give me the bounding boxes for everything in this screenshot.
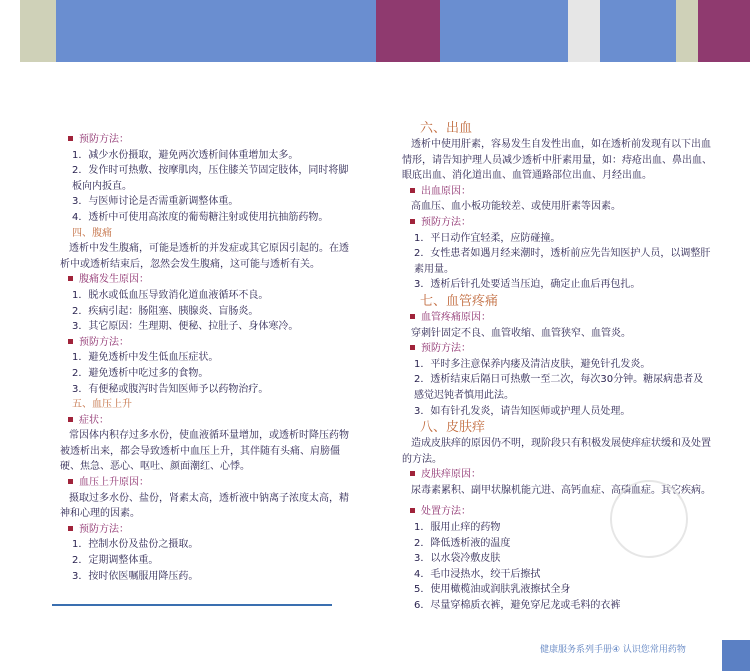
- header-band-2: [56, 0, 376, 62]
- watermark-seal: [610, 480, 688, 558]
- subheading: 血管疼痛原因：: [402, 310, 712, 326]
- square-bullet-icon: [68, 339, 73, 344]
- square-bullet-icon: [410, 188, 415, 193]
- paragraph: 尿毒素累积、副甲状腺机能亢进、高钙血症、高磷血症。其它疾病。: [411, 484, 711, 496]
- list-item: 4．透析中可使用高浓度的葡萄糖注射或使用抗抽筋药物。: [72, 211, 329, 223]
- section-title: 七、血管疼痛: [420, 293, 499, 309]
- header-band-1: [20, 0, 56, 62]
- header-band-8: [698, 0, 750, 62]
- subheading: 预防方法：: [402, 215, 712, 231]
- paragraph: 常因体内积存过多水份，使血液循环量增加，或透析时降压药物被透析出来，都会导致透析中血压上升，其伴随有头痛、肩膀僵硬、焦急、恶心、呕吐、颜面潮红、心悸。: [60, 430, 349, 473]
- subheading: 预防方法：: [60, 335, 350, 351]
- paragraph: 透析中使用肝素，容易发生自发性出血，如在透析前发现有以下出血情形，请告知护理人员减少透析中肝素用量，如：痔疮出血、鼻出血、眼底出血、消化道出血、血管通路部位出血、月经出血。: [402, 139, 712, 182]
- paragraph: 穿刺针固定不良、血管收缩、血管狭窄、血管炎。: [411, 327, 631, 339]
- list-item: 2．发作时可热敷、按摩肌肉，压住膝关节固定肢体，同时将脚板向内扳直。: [72, 165, 349, 192]
- square-bullet-icon: [410, 471, 415, 476]
- list-item: 3．如有针孔发炎，请告知医师或护理人员处理。: [414, 405, 631, 417]
- subheading: 处置方法：: [402, 504, 712, 520]
- list-item: 3．按时依医嘱服用降压药。: [72, 570, 199, 582]
- list-item: 3．透析后针孔处要适当压迫，确定止血后再包扎。: [414, 279, 641, 291]
- list-item: 2．疾病引起：肠阻塞、胰腺炎、盲肠炎。: [72, 305, 259, 317]
- square-bullet-icon: [410, 345, 415, 350]
- subheading: 腹痛发生原因：: [60, 272, 350, 288]
- square-bullet-icon: [68, 479, 73, 484]
- subheading: 出血原因：: [402, 184, 712, 200]
- list-item: 1．控制水份及盐份之摄取。: [72, 539, 199, 551]
- list-item: 1．避免透析中发生低血压症状。: [72, 352, 219, 364]
- square-bullet-icon: [410, 314, 415, 319]
- list-item: 1．服用止痒的药物: [414, 522, 501, 534]
- paragraph: 摄取过多水份、盐份，肾素太高，透析液中钠离子浓度太高，精神和心理的因素。: [60, 492, 349, 520]
- list-item: 1．脱水或低血压导致消化道血液循环不良。: [72, 289, 269, 301]
- paragraph: 高血压、血小板功能较差、或使用肝素等因素。: [411, 201, 621, 213]
- header-band-4: [440, 0, 568, 62]
- left-column: [60, 132, 350, 584]
- subheading: 皮肤痒原因：: [402, 467, 712, 483]
- square-bullet-icon: [410, 219, 415, 224]
- header-band-5: [568, 0, 600, 62]
- list-item: 2．降低透析液的温度: [414, 537, 511, 549]
- list-item: 2．女性患者如遇月经来潮时，透析前应先告知医护人员，以调整肝素用量。: [414, 248, 711, 275]
- square-bullet-icon: [410, 508, 415, 513]
- subheading: 症状：: [60, 413, 350, 429]
- square-bullet-icon: [68, 417, 73, 422]
- list-item: 2．定期调整体重。: [72, 555, 159, 567]
- section-title: 八、皮肤痒: [420, 420, 486, 436]
- subheading: 预防方法：: [402, 341, 712, 357]
- page-corner-block: [722, 640, 750, 671]
- section-title: 五、血压上升: [72, 399, 132, 411]
- list-item: 2．避免透析中吃过多的食物。: [72, 367, 209, 379]
- header-band-7: [676, 0, 698, 62]
- square-bullet-icon: [68, 276, 73, 281]
- divider-line: [52, 604, 332, 606]
- list-item: 2．透析结束后隔日可热敷一至二次，每次30分钟。糖尿病患者及感觉迟钝者慎用此法。: [414, 374, 704, 401]
- list-item: 1．平时多注意保养内瘘及清洁皮肤，避免针孔发炎。: [414, 358, 651, 370]
- list-item: 4．毛巾浸热水，绞干后擦拭: [414, 568, 541, 580]
- list-item: 3．其它原因：生理期、便秘、拉肚子、身体寒冷。: [72, 321, 299, 333]
- square-bullet-icon: [68, 526, 73, 531]
- paragraph: 透析中发生腹痛，可能是透析的并发症或其它原因引起的。在透析中或透析结束后，忽然会发生腹痛，这可能与透析有关。: [60, 243, 349, 270]
- list-item: 6．尽量穿棉质衣裤，避免穿尼龙或毛料的衣裤: [414, 600, 621, 612]
- list-item: 1．减少水份摄取，避免两次透析间体重增加太多。: [72, 149, 299, 161]
- subheading: 血压上升原因：: [60, 475, 350, 491]
- subheading: 预防方法：: [60, 132, 350, 148]
- footer-text: 健康服务系列手册④ 认识您常用药物: [540, 645, 686, 655]
- list-item: 3．与医师讨论是否需重新调整体重。: [72, 196, 239, 208]
- subheading: 预防方法：: [60, 522, 350, 538]
- list-item: 1．平日动作宜轻柔，应防碰撞。: [414, 232, 561, 244]
- list-item: 3．以水袋冷敷皮肤: [414, 553, 501, 565]
- list-item: 3．有便秘或腹泻时告知医师予以药物治疗。: [72, 383, 269, 395]
- header-band-3: [376, 0, 440, 62]
- square-bullet-icon: [68, 136, 73, 141]
- section-title: 六、出血: [420, 121, 473, 136]
- paragraph: 造成皮肤痒的原因仍不明，现阶段只有积极发展使痒症状缓和及处置的方法。: [402, 438, 711, 465]
- list-item: 5．使用橄榄油或润肤乳液擦拭全身: [414, 584, 571, 596]
- header-band-6: [600, 0, 676, 62]
- section-title: 四、腹痛: [72, 227, 112, 239]
